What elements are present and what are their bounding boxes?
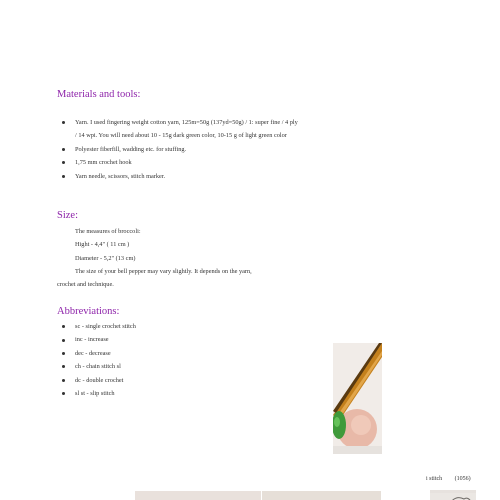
- crochet-hook-image: [333, 343, 382, 454]
- bullet-icon: [62, 379, 65, 382]
- photo-strip-1: [135, 491, 261, 500]
- list-item: dc - double crochet: [62, 374, 300, 387]
- list-item: ch - chain stitch sl: [62, 360, 300, 373]
- bullet-icon: [62, 352, 65, 355]
- size-heading: Size:: [57, 210, 78, 221]
- photo-strip-2: [262, 491, 381, 500]
- size-continuation: crochet and technique.: [57, 281, 114, 288]
- list-item: dec - decrease: [62, 347, 300, 360]
- size-measures: [75, 225, 252, 279]
- list-item: Polyester fiberfill, wadding etc. for stuffing.: [62, 143, 300, 156]
- stitch-photo-image: [430, 493, 476, 500]
- list-item: sl st - slip stitch: [62, 387, 300, 400]
- bullet-icon: [62, 392, 65, 395]
- size-line: The size of your bell pepper may vary slightly. It depends on the yarn,: [75, 268, 252, 276]
- bullet-icon: [62, 121, 65, 124]
- stitch-caption: [426, 476, 471, 482]
- photo-strip-3: [430, 490, 476, 500]
- abbreviations-list: [62, 320, 300, 400]
- stitch-caption-text: i stitch: [426, 476, 443, 482]
- abbreviations-heading: Abbreviations:: [57, 306, 120, 317]
- size-line: Diameter - 5,2" (13 cm): [75, 254, 136, 262]
- list-item: inc - increase: [62, 333, 300, 346]
- list-item: Yarn. I used fingering weight cotton yarn, 125m=50g (137yd=50g) / 1: super fine / 4 ply / 14 wpi. You will need about 10 - 15g dark green color, 10-15 g of light green color: [62, 116, 300, 143]
- bullet-icon: [62, 325, 65, 328]
- list-item: Yarn needle, scissors, stitch marker.: [62, 170, 300, 183]
- materials-heading: Materials and tools:: [57, 89, 141, 100]
- bullet-icon: [62, 339, 65, 342]
- crochet-hook-photo: [333, 343, 382, 454]
- materials-list: [62, 116, 300, 183]
- bullet-icon: [62, 365, 65, 368]
- stitch-count: (1056): [454, 476, 471, 482]
- list-item: 1,75 mm crochet hook: [62, 156, 300, 169]
- bullet-icon: [62, 148, 65, 151]
- size-line: The measures of broccoli:: [75, 228, 141, 235]
- list-item: sc - single crochet stitch: [62, 320, 300, 333]
- bullet-icon: [62, 175, 65, 178]
- size-line: Hight - 4,4" ( 11 cm ): [75, 241, 130, 249]
- bullet-icon: [62, 161, 65, 164]
